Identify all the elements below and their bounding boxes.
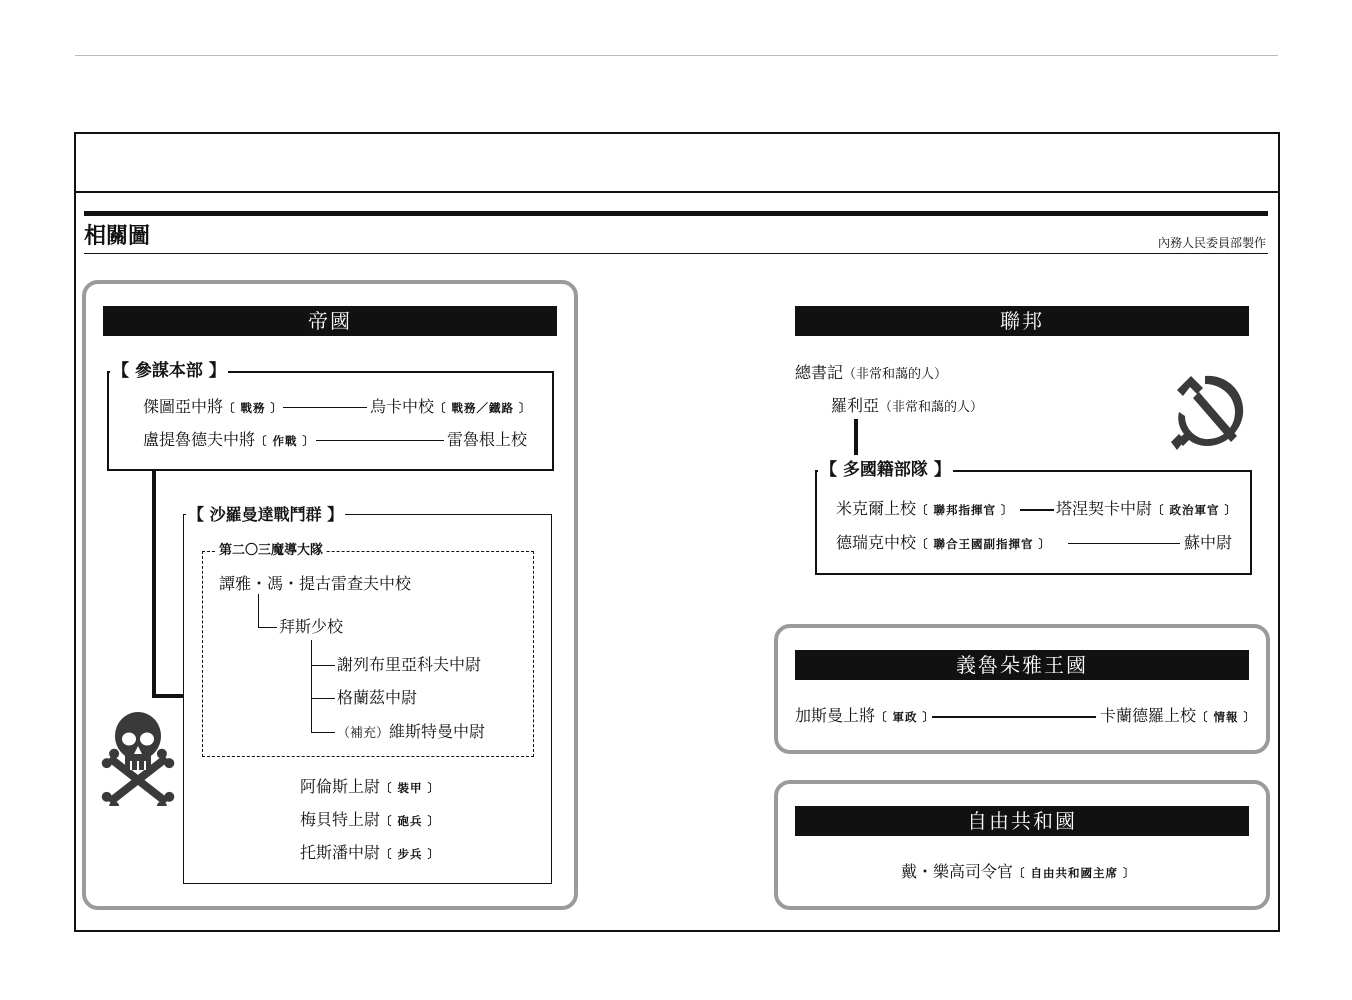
drake-name: 德瑞克中校〔 聯合王國副指揮官 〕: [836, 533, 1052, 552]
serebryakov-name: 謝列布里亞科夫中尉: [337, 655, 482, 674]
connector-drake-sue: [1068, 543, 1180, 544]
de-lugo-name: 戴・樂高司令官〔 自由共和國主席 〕: [901, 862, 1136, 881]
weiss-to-members-line: [311, 640, 312, 732]
hammer-sickle-icon: [1163, 372, 1249, 454]
uger-name: 烏卡中校〔 戰務／鐵路 〕: [370, 397, 532, 416]
free-republic-panel: [774, 780, 1270, 910]
wistman-name: （補充）維斯特曼中尉: [337, 722, 486, 741]
staff-to-battlegroup-connector-h: [152, 694, 184, 698]
rudersdorf-name: 盧提魯德夫中將〔 作戰 〕: [143, 430, 316, 449]
connector-zettour-uger: [283, 407, 367, 408]
lergen-name: 雷魯根上校: [447, 430, 528, 449]
mikel-name: 米克爾上校〔 聯邦指揮官 〕: [836, 499, 1014, 518]
tospan-name: 托斯潘中尉〔 步兵 〕: [300, 843, 441, 862]
skull-crossbones-icon: [98, 706, 178, 806]
frame-header-divider: [76, 191, 1278, 193]
heading-thick-rule: [84, 211, 1268, 216]
multinational-group: [815, 470, 1252, 575]
battle-group-label: 【 沙羅曼達戰鬥群 】: [188, 505, 344, 524]
calandro-name: 卡蘭德羅上校〔 情報 〕: [1100, 706, 1257, 725]
branch-wistman: [311, 732, 335, 733]
branch-serebryakov: [311, 665, 335, 666]
free-republic-title: 自由共和國: [795, 806, 1249, 836]
secretary-name: 總書記（非常和藹的人）: [795, 363, 948, 382]
heading-thin-rule: [84, 253, 1268, 254]
loria-name: 羅利亞（非常和藹的人）: [831, 396, 984, 415]
meybert-name: 梅貝特上尉〔 砲兵 〕: [300, 810, 441, 829]
battalion-label: 第二〇三魔導大隊: [219, 543, 324, 558]
connector-mikel-tanechka: [1020, 509, 1054, 511]
ahrens-name: 阿倫斯上尉〔 裝甲 〕: [300, 777, 441, 796]
branch-grantz: [311, 698, 335, 699]
ildoa-title: 義魯朵雅王國: [795, 650, 1249, 680]
loria-connector: [854, 419, 858, 455]
zettour-name: 傑圖亞中將〔 戰務 〕: [143, 397, 284, 416]
tanya-to-weiss-line-h: [258, 627, 277, 628]
staff-to-battlegroup-connector: [152, 469, 156, 697]
empire-title: 帝國: [103, 306, 557, 336]
general-staff-label: 【 參謀本部 】: [112, 361, 226, 381]
federation-title: 聯邦: [795, 306, 1249, 336]
general-staff-group: [107, 371, 554, 471]
tanya-to-weiss-line: [258, 594, 259, 627]
weiss-name: 拜斯少校: [279, 617, 344, 636]
multinational-label: 【 多國籍部隊 】: [820, 460, 951, 480]
credit-text: 內務人民委員部製作: [1157, 236, 1266, 250]
connector-gassman-calandro: [932, 716, 1096, 718]
tanechka-name: 塔涅契卡中尉〔 政治軍官 〕: [1056, 499, 1238, 518]
ildoa-panel: [774, 624, 1270, 754]
page-title: 相關圖: [84, 223, 151, 249]
top-rule: [75, 55, 1278, 56]
tanya-name: 譚雅・馮・提古雷查夫中校: [219, 574, 412, 593]
connector-rudersdorf-lergen: [316, 440, 444, 441]
gassman-name: 加斯曼上將〔 軍政 〕: [795, 706, 936, 725]
grantz-name: 格蘭茲中尉: [337, 688, 418, 707]
sue-name: 蘇中尉: [1184, 533, 1233, 552]
